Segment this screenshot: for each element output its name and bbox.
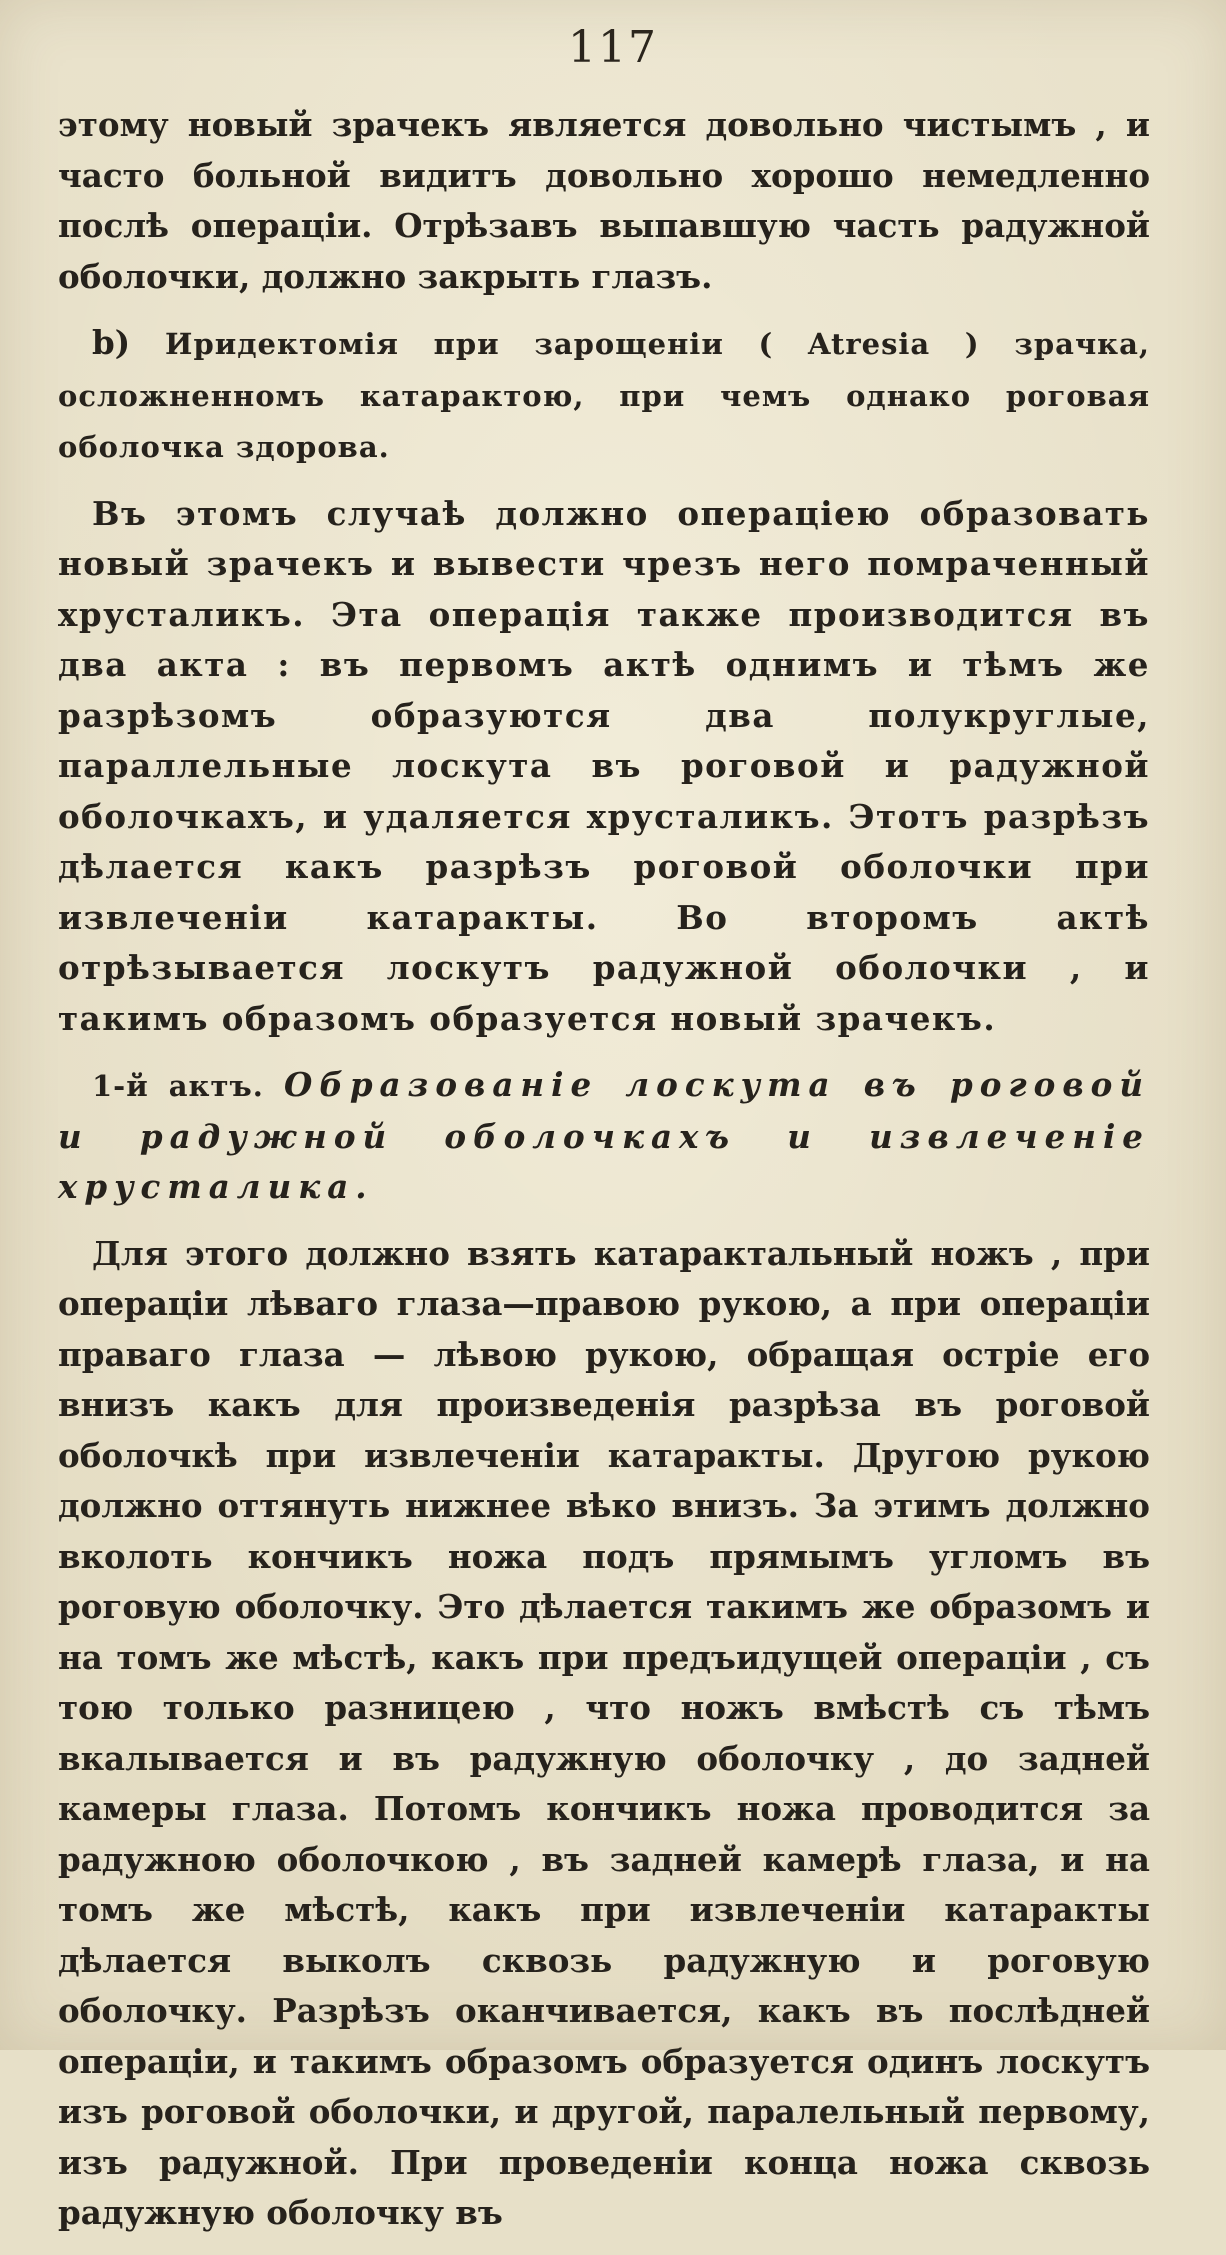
text-body [58,100,1150,2255]
section-heading-b [58,318,1150,473]
section-heading-text: Иридектомія при зарощеніи ( Atresia ) зрачка, осложненномъ катарактою, при чемъ однако роговая оболочка здорова. [58,327,1150,464]
paragraph-procedure-overview: Въ этомъ случаѣ должно операціею образовать новый зрачекъ и вывести чрезъ него помраченный хрусталикъ. Эта операція также производится въ два акта : въ первомъ актѣ однимъ и тѣмъ же разрѣзомъ образуются два полукруглые, параллельные лоскута въ роговой и радужной оболочкахъ, и удаляется хрусталикъ. Этотъ разрѣзъ дѣлается какъ разрѣзъ роговой оболочки при извлеченіи катаракты. Во второмъ актѣ отрѣзывается лоскутъ радужной оболочки , и такимъ образомъ образуется новый зрачекъ. [58,493,1150,1038]
section-label: b) [92,323,131,362]
act-title: Образованіе лоскута въ роговой и радужной оболочкахъ и извлеченіе хрусталика. [58,1065,1150,1206]
page-number: 117 [568,22,658,73]
act-label: 1-й актъ. [92,1069,264,1103]
paragraph-act-description: Для этого должно взять катарактальный ножъ , при операціи лѣваго глаза—правою рукою, а при операціи праваго глаза — лѣвою рукою, обращая остріе его внизъ какъ для произведенія разрѣза въ роговой оболочкѣ при извлеченіи катаракты. Другою рукою должно оттянуть нижнее вѣко внизъ. За этимъ должно вколоть кончикъ ножа подъ прямымъ угломъ въ роговую оболочку. Это дѣлается такимъ же образомъ и на томъ же мѣстѣ, какъ при предъидущей операціи , съ тою только разницею , что ножъ вмѣстѣ съ тѣмъ вкалывается и въ радужную оболочку , до задней камеры глаза. Потомъ кончикъ ножа проводится за радужною оболочкою , въ задней камерѣ глаза, и на томъ же мѣстѣ, какъ при извлеченіи катаракты дѣлается выколъ сквозь радужную и роговую оболочку. Разрѣзъ оканчивается, какъ въ послѣдней операціи, и такимъ образомъ образуется одинъ лоскутъ изъ роговой оболочки, и другой, паралельный первому, изъ радужной. При проведеніи конца ножа сквозь радужную оболочку въ [58,1233,1150,2232]
act-heading [58,1060,1150,1213]
paragraph-continuation: этому новый зрачекъ является довольно чистымъ , и часто больной видитъ довольно хорошо немедленно послѣ операціи. Отрѣзавъ выпавшую часть радужной оболочки, должно закрыть глазъ. [58,105,1150,296]
